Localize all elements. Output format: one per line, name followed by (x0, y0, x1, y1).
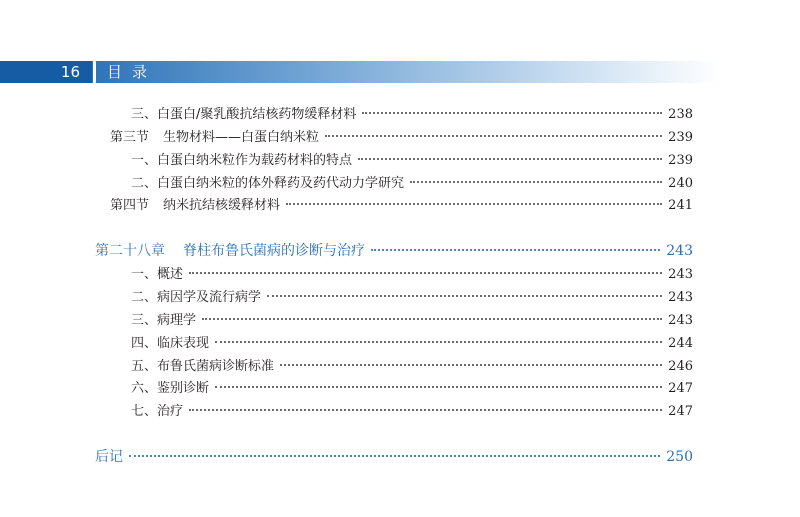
toc-leader-dots (202, 318, 662, 320)
toc-entry-label: 二、病因学及流行病学 (131, 290, 262, 305)
toc-chapter[interactable] (95, 240, 693, 260)
page-number (0, 61, 92, 83)
toc-section-number: 第四节 (110, 198, 150, 213)
toc-entry-page: 247 (668, 404, 693, 419)
toc-chapter-afterword[interactable] (95, 446, 693, 466)
toc-chapter-page: 250 (666, 449, 693, 465)
toc-entry[interactable] (131, 149, 693, 168)
toc-entry-label: 五、布鲁氏菌病诊断标准 (131, 359, 275, 374)
toc-entry-page: 243 (668, 313, 693, 328)
toc-leader-dots (267, 295, 662, 297)
toc-section-title: 纳米抗结核缓释材料 (163, 198, 281, 213)
toc-leader-dots (215, 386, 662, 388)
toc-chapter-title: 后记 (95, 449, 123, 465)
toc-entry-label: 七、治疗 (131, 404, 184, 419)
toc-chapter-number: 第二十八章 (95, 243, 165, 259)
toc-entry-page: 243 (668, 267, 693, 282)
toc-entry[interactable] (131, 103, 693, 122)
toc-entry[interactable] (131, 332, 693, 351)
toc-entry[interactable] (131, 377, 693, 396)
toc-entry-label: 六、鉴别诊断 (131, 381, 210, 396)
toc-entry-label: 二、白蛋白纳米粒的体外释药及药代动力学研究 (131, 176, 405, 191)
toc-section-page: 241 (668, 198, 693, 213)
toc-entry[interactable] (131, 286, 693, 305)
toc-entry-label: 四、临床表现 (131, 336, 210, 351)
toc-leader-dots (371, 249, 660, 251)
toc-section-title: 生物材料——白蛋白纳米粒 (163, 130, 320, 145)
toc-chapter-page: 243 (666, 243, 693, 259)
toc-entry[interactable] (131, 263, 693, 282)
toc-entry-page: 246 (668, 359, 693, 374)
toc-entry-label: 一、概述 (131, 267, 184, 282)
toc-entry-page: 238 (668, 107, 693, 122)
toc-section-page: 239 (668, 130, 693, 145)
toc-entry-page: 243 (668, 290, 693, 305)
toc-entry-page: 239 (668, 153, 693, 168)
toc-leader-dots (215, 341, 662, 343)
toc-entry-page: 247 (668, 381, 693, 396)
toc-leader-dots (325, 135, 662, 137)
header-divider (93, 61, 96, 83)
toc-section-number: 第三节 (110, 130, 150, 145)
toc-section[interactable] (110, 194, 693, 213)
toc-entry[interactable] (131, 355, 693, 374)
header-title: 目录 (107, 63, 158, 81)
toc-chapter-title: 脊柱布鲁氏菌病的诊断与治疗 (183, 243, 365, 259)
toc-entry-label: 一、白蛋白纳米粒作为载药材料的特点 (131, 153, 353, 168)
toc-leader-dots (410, 181, 662, 183)
toc-leader-dots (280, 364, 662, 366)
toc-leader-dots (358, 158, 662, 160)
toc-section-label (110, 194, 280, 213)
toc-leader-dots (129, 455, 660, 457)
toc-entry-page: 244 (668, 336, 693, 351)
toc-leader-dots (189, 272, 662, 274)
toc-leader-dots (362, 112, 662, 114)
toc-entry[interactable] (131, 400, 693, 419)
toc-entry[interactable] (131, 309, 693, 328)
toc-leader-dots (189, 409, 662, 411)
toc-entry-label: 三、白蛋白/聚乳酸抗结核药物缓释材料 (131, 107, 357, 122)
toc-entry[interactable] (131, 172, 693, 191)
toc-entry-label: 三、病理学 (131, 313, 197, 328)
toc-section[interactable] (110, 126, 693, 145)
toc-leader-dots (286, 203, 662, 205)
toc-entry-page: 240 (668, 176, 693, 191)
page-number-text: 16 (60, 63, 80, 81)
toc-section-label (110, 126, 319, 145)
toc-chapter-label (95, 240, 365, 260)
